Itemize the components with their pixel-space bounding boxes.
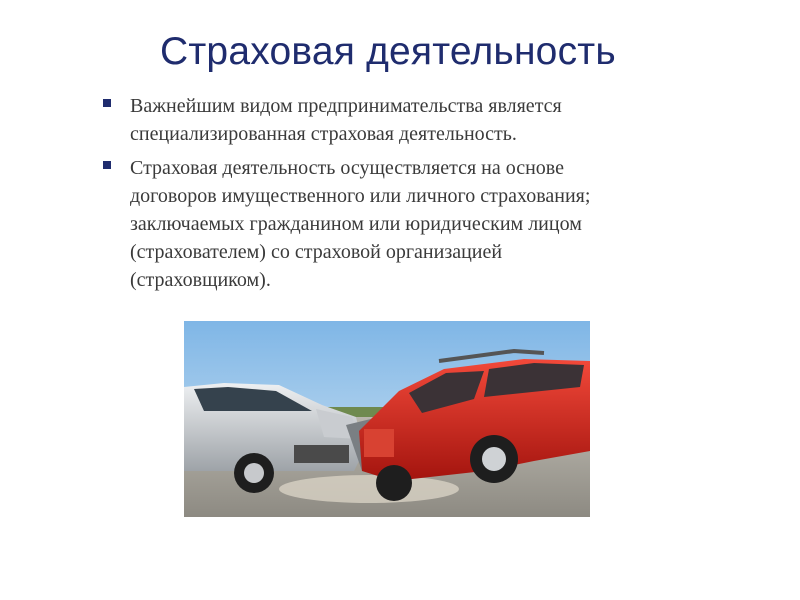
bullet-line: Страховая деятельность осуществляется на основе xyxy=(130,157,565,179)
square-bullet-icon xyxy=(103,161,111,169)
car-collision-photo xyxy=(184,321,590,517)
slide-title: Страховая деятельность xyxy=(160,30,616,73)
bullet-list xyxy=(103,92,723,300)
bullet-line: специализированная страховая деятельность. xyxy=(130,123,517,145)
bullet-line: (страховщиком). xyxy=(130,269,271,291)
bullet-line: Важнейшим видом предпринимательства является xyxy=(130,95,562,117)
bullet-line: заключаемых гражданином или юридическим лицом xyxy=(130,213,582,235)
bullet-line: (страхователем) со страховой организацией xyxy=(130,241,503,263)
bullet-item xyxy=(103,154,723,294)
bullet-line: договоров имущественного или личного страхования; xyxy=(130,185,591,207)
bullet-item xyxy=(103,92,723,148)
square-bullet-icon xyxy=(103,99,111,107)
